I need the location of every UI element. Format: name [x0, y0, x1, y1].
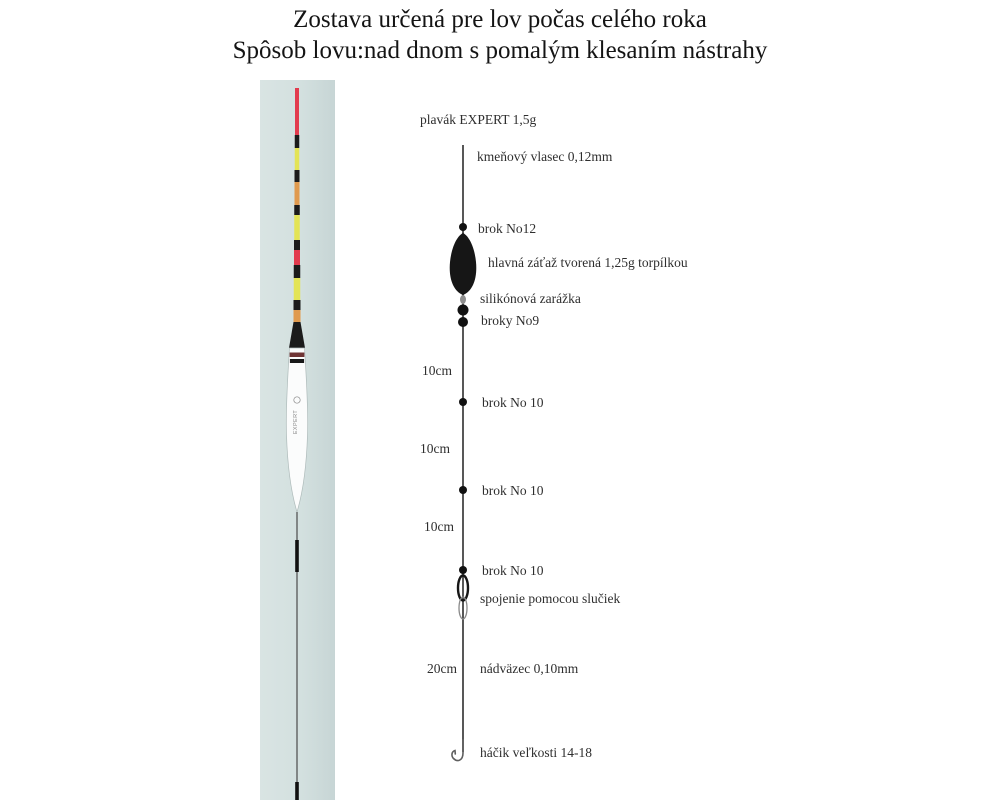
- label-shot-no10-2: brok No 10: [482, 483, 544, 498]
- shot-no12-dot: [459, 223, 467, 231]
- label-leader: nádväzec 0,10mm: [480, 661, 579, 676]
- float-top-cone: [289, 322, 305, 348]
- float-keel: [295, 512, 299, 800]
- title-line-2: Spôsob lovu:nad dnom s pomalým klesaním nástrahy: [232, 37, 768, 64]
- float-antenna-bands: [294, 88, 301, 322]
- label-float: plavák EXPERT 1,5g: [420, 112, 537, 127]
- float-ring-black: [290, 359, 304, 363]
- float-photo-strip: [260, 80, 335, 800]
- label-distance-3: 10cm: [424, 519, 454, 534]
- label-shot-no12: brok No12: [478, 221, 537, 236]
- shot-no10-dot-3: [459, 566, 467, 574]
- page-title: [0, 4, 1000, 66]
- float-ring-maroon: [290, 353, 305, 358]
- shot-no10-dot-1: [459, 398, 467, 406]
- title-line-1: Zostava určená pre lov počas celého roka: [293, 6, 707, 33]
- label-distance-2: 10cm: [420, 441, 450, 456]
- label-distance-4: 20cm: [427, 661, 457, 676]
- label-hook: háčik veľkosti 14-18: [480, 745, 592, 760]
- rig-schematic-shapes: [400, 100, 760, 780]
- label-distance-1: 10cm: [422, 363, 452, 378]
- torpedo-weight-shape: [450, 233, 477, 295]
- label-main-weight: hlavná záťaž tvorená 1,25g torpílkou: [488, 255, 688, 270]
- hook-icon: [452, 740, 463, 761]
- label-shots-no9: broky No9: [481, 313, 540, 328]
- rig-diagram: [400, 100, 760, 780]
- label-shot-no10-1: brok No 10: [482, 395, 544, 410]
- label-silicone-stop: silikónová zarážka: [480, 291, 581, 306]
- label-main-line: kmeňový vlasec 0,12mm: [477, 149, 613, 164]
- label-loop-connection: spojenie pomocou slučiek: [480, 591, 621, 606]
- shot-no10-dot-2: [459, 486, 467, 494]
- silicone-stop-shape: [460, 295, 466, 304]
- float-illustration: [260, 80, 335, 800]
- float-logo-text: EXPERT: [293, 409, 299, 435]
- label-shot-no10-3: brok No 10: [482, 563, 544, 578]
